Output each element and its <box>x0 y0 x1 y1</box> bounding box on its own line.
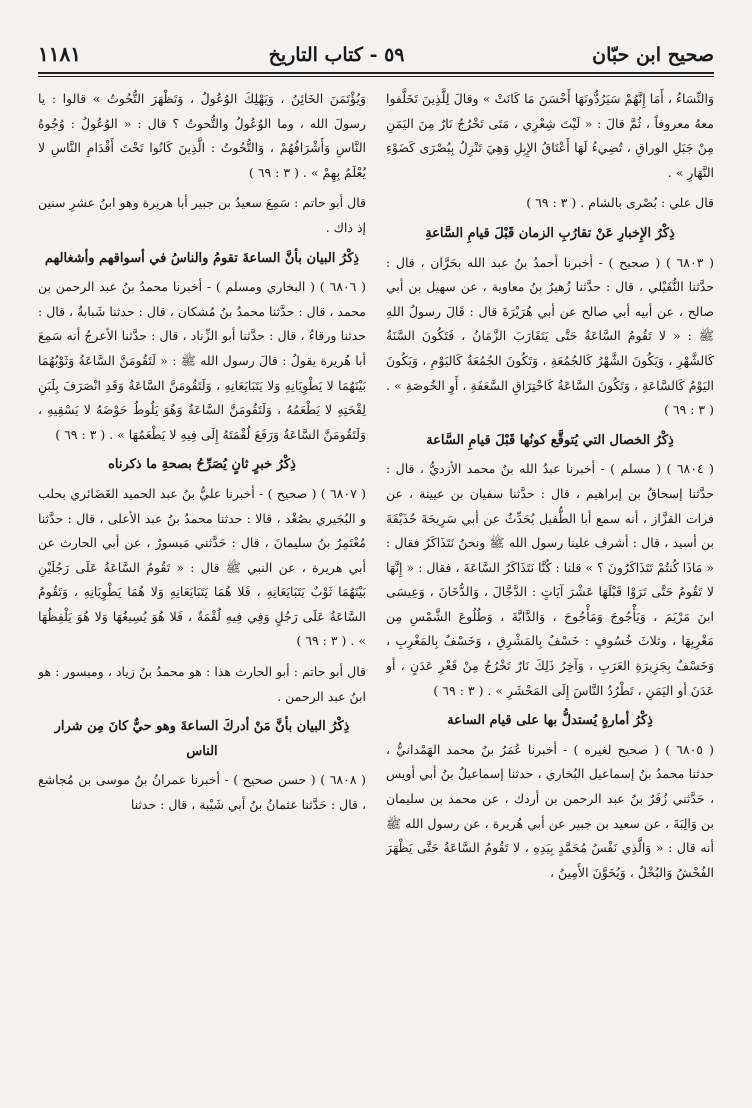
hadith-text: وَيُؤْتَمَنَ الخَائِنُ ، وَيَهْلِكَ الوُعُولُ ، وَتَظْهَرَ التُّحُوتُ » قالوا : يا رسولَ الله ، وما الوُعُولُ والتُّحوتُ ؟ قال : « الوُعُولُ : وُجُوهُ النَّاسِ وَأَشْرَافُهُمْ ، وَالتُّحُوتُ : الَّذِينَ كَانُوا تَحْتَ أَقْدَامِ النَّاسِ لا يُعْلَمُ بِهِمْ » . ( ٣ : ٦٩ ) <box>38 91 366 180</box>
page-number: ١١٨١ <box>38 42 81 66</box>
hadith-text: ( ٦٨٠٦ ) ( البخاري ومسلم ) - أخبرنا محمدُ بنُ عبد الرحمن بن محمد ، قال : حدَّثنا محمدُ بنُ مُشكان ، قال : حدثنا شَبابةُ ، قال : حدثنا ورقاءُ ، قال : حدَّثنا أبو الزِّناد ، قال : حدَّثنا الأعرجُ أنه سَمِعَ أبا هُريرة يقولُ : قالَ رسول الله ﷺ : « لَتَقُومَنَّ السَّاعَةُ وَثَوْبُهُمَا بَيْنَهُمَا لا يَطْوِيَانِهِ وَلا يَتَبَايَعَانِهِ ، وَلَتَقُومَنَّ السَّاعَةُ وَقَدِ انْصَرَفَ بِلَبَنِ لِقْحَتِهِ لا يَطْعَمُهُ ، وَلَتَقُومَنَّ السَّاعَةُ وَهُوَ يَلُوطُ حَوْضَهُ لا يَسْقِيهِ ، وَلَتَقُومَنَّ السَّاعَةُ وَرَفَعَ لُقْمَتَهُ إِلَى فِيهِ لا يَطْعَمُهَا » . ( ٣ : ٦٩ ) <box>38 279 366 442</box>
editor-note: قال علي : بُصْرى بالشام . ( ٣ : ٦٩ ) <box>526 195 714 211</box>
book-title: صحيح ابن حبّان <box>592 44 714 66</box>
section-heading: ذِكْرُ خبرٍ ثانٍ يُصَرِّحُ بصحةِ ما ذكرناه <box>108 457 296 473</box>
hadith-text: ( ٦٨٠٣ ) ( صحيح ) - أخبرنا أحمدُ بنُ عبد الله بحَرَّان ، قال : حدَّثنا النُّفَيْلي ، قال : حدَّثنا زُهيرُ بنُ معاوية ، عن سهيل بن أبي صالح ، عن أبيه أبي صالح عن أبي هُرَيْرَةَ قال : قَالَ رسولُ اللهِ ﷺ : « لا تَقُومُ السَّاعَةُ حَتَّى يَتَقَارَبَ الزَّمَانُ ، فَتَكُونَ السَّنَةُ كَالشَّهْرِ ، وَيَكُونَ الشَّهْرُ كَالجُمُعَةِ ، وَتَكُونَ الجُمُعَةُ كَاليَوْمِ ، وَيَكُونَ اليَوْمُ كَالسَّاعَةِ ، وَتَكُونَ السَّاعَةُ كَاحْتِرَاقِ السَّعَفَةِ ، أَوِ الخُوصَةِ » . ( ٣ : ٦٩ ) <box>386 254 714 418</box>
hadith-text: ( ٦٨٠٥ ) ( صحيح لغيره ) - أخبرنا عُمَرُ بنُ محمد الهَمْدانيُّ ، حدثنا محمدُ بنُ إسماعيل البُخاري ، حدثنا إسماعيلُ بنُ أبي أويس ، حَدَّثني زُفَرُ بنُ عبد الرحمن بن أردك ، عن محمد بن سليمان بن وَالِبَةَ ، عن سعيد بن جبير عن أبي هُريرة ، عن رسول الله ﷺ أنه قال : « وَالَّذِي نَفْسُ مُحَمَّدٍ بِيَدِهِ ، لا تَقُومُ السَّاعَةُ حَتَّى يَظْهَرَ الفُحْشُ وَالبُخْلُ ، وَيُخَوَّنَ الأَمِينُ ، <box>386 741 714 880</box>
left-column <box>38 87 366 1097</box>
section-heading: ذِكْرُ البيان بأنَّ مَنْ أدركَ الساعةَ وهو حيٌّ كانَ مِن شرار الناس <box>54 719 350 759</box>
hadith-text: ( ٦٨٠٤ ) ( مسلم ) - أخبرنا عبدُ الله بنُ محمد الأزديُّ ، قال : حدَّثنا إسحاقُ بن إبراهيم ، قال : حدَّثنا سفيان بن عيينة ، عن فرات القزَّاز ، أنه سمع أبا الطُّفيل يُحَدِّثُ عن أبي سَرِيحَةَ حُذَيْفَةَ بن أسيد ، قال : أشرف علينا رسول الله ﷺ ونحنُ نَتَذَاكَرُ فقال : « مَاذَا كُنتُمْ تَتَذَاكَرُونَ ؟ » قلنا : كُنَّا نَتَذَاكَرُ السَّاعَةَ ، فقال : « إِنَّهَا لا تَقُومُ حَتَّى تَرَوْا قَبْلَهَا عَشْرَ آيَاتٍ : الدَّجَّالَ ، وَالدُّخَانَ ، وَعِيسَى ابنَ مَرْيَمَ ، وَيَأْجُوجَ وَمَأْجُوجَ ، وَالدَّابَّةَ ، وَطُلُوعَ الشَّمْسِ مِن مَغْرِبِهَا ، وثلاثَ خُسُوفٍ : خَسْفٌ بِالمَشْرِقِ ، وَخَسْفٌ بِالمَغْرِبِ ، وَخَسْفٌ بِجَزِيرَةِ العَرَبِ ، وَآخِرُ ذَلِكَ نَارٌ تَخْرُجُ مِنْ قَعْرِ عَدَنٍ ، أو عَدَنَ أو اليَمَنِ ، تَطْرُدُ النَّاسَ إِلَى المَحْشَرِ » . ( ٣ : ٦٩ ) <box>386 461 714 698</box>
hadith-text: ( ٦٨٠٧ ) ( صحيح ) - أخبرنا عليُّ بنُ عبد الحميد الغَضَائري بحلب و البُجَيري بصُغْد ، قالا : حدثنا محمدُ بنُ عبد الأعلى ، قال : حدَّثنا مُعْتَمِرُ بنُ سليمانَ ، قال : حَدَّثني مَيسورٌ ، عن أبي الحارث عن أبي هريرة ، عن النبي ﷺ قال : « تَقُومُ السَّاعَةُ عَلَى رَجُلَيْنِ بَيْنَهُمَا ثَوْبٌ يَتَبَايَعَانِهِ ، فَلا هُمَا يَتَبَايَعَانِهِ وَلا هُمَا يَطْوِيَانِهِ ، وَتَقُومُ السَّاعَةُ عَلَى رَجُلٍ وَفِي فِيهِ لُقْمَةٌ ، فَلا هُوَ يُسِيغُهَا وَلا هُوَ يَلْفِظُهَا » . ( ٣ : ٦٩ ) <box>38 485 366 649</box>
editor-note: قال أبو حاتم : سَمِعَ سعيدُ بن جبير أبا هريرة وهو ابنُ عشرِ سنين إذ ذاك . <box>38 195 366 235</box>
text-columns <box>38 87 714 1097</box>
section-heading: ذِكْرُ البيان بأنَّ الساعةَ تقومُ والناسُ في أسواقهم وأشغالهم <box>44 250 360 266</box>
hadith-text: وَالنِّسَاءُ ، أَمَا إِنَّهُمْ سَيَرُدُّونَهَا أَحْسَنَ مَا كَانَتْ » وقالَ لِلَّذِينَ تَخَلَّفوا معهُ معروفاً ، ثُمَّ قالَ : « لَيْتَ شِعْرِي ، مَتَى تَخْرُجُ نَارٌ مِنَ اليَمَنِ مِنْ جَبَلِ الوراقِ ، تُضِيءُ لَهَا أَعْنَاقُ الإِبِلِ وَهِيَ تَنْزِلُ بِبُصْرَى كَضَوْءِ النَّهَارِ » . <box>386 91 714 180</box>
hadith-text: ( ٦٨٠٨ ) ( حسن صحيح ) - أخبرنا عمرانُ بنُ موسى بن مُجاشع ، قال : حَدَّثنا عثمانُ بنُ أبي شَيْبة ، قال : حدثنا <box>38 772 366 813</box>
section-heading: ذِكْرُ الخصال التي يُتوقَّع كونُها قَبْلَ قيامِ السَّاعة <box>426 432 674 448</box>
section-title: ٥٩ - كتاب التاريخ <box>268 44 405 66</box>
section-heading: ذِكْرُ الإِخبارِ عَنْ تقارُبِ الزمان قَبْلَ قيامِ السَّاعةِ <box>425 225 675 241</box>
section-heading: ذِكْرُ أمارةٍ يُستدلُّ بها على قيام الساعة <box>447 713 653 729</box>
right-column <box>386 87 714 1097</box>
page-header <box>38 34 714 66</box>
header-rule-thin <box>38 76 714 77</box>
editor-note: قال أبو حاتم : أبو الحارث هذا : هو محمدُ بنُ زياد ، وميسور : هو ابنُ عبد الرحمن . <box>38 664 366 704</box>
header-rule <box>38 72 714 74</box>
